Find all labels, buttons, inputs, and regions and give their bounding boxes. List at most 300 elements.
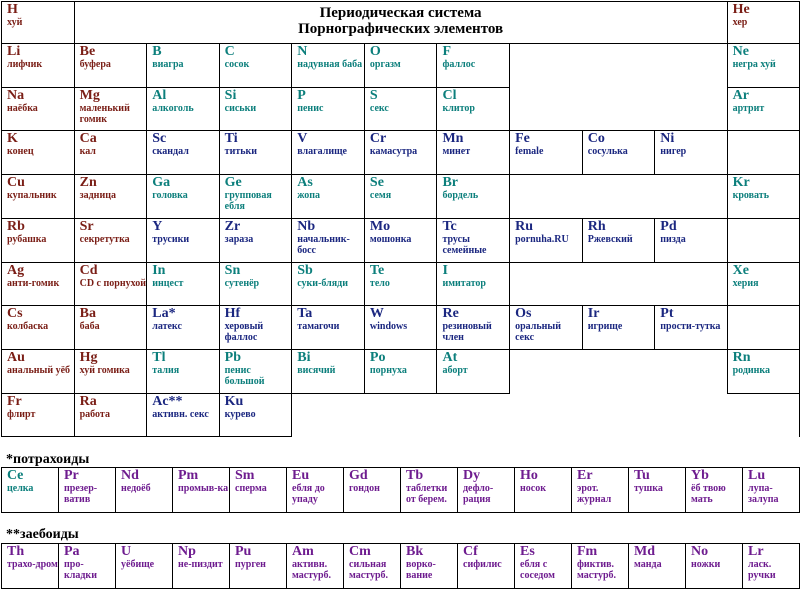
element-cell-Eu [287,468,344,513]
element-name: игрище [587,321,623,332]
element-name: жопа [297,190,320,201]
element-name: ласк. ручки [748,559,776,581]
element-cell-Th [2,544,59,589]
element-symbol: H [7,2,18,17]
element-name: конец [7,146,34,157]
element-symbol: Cr [369,131,387,146]
element-symbol: Ag [7,263,25,278]
element-name: pornuha.RU [515,234,569,245]
element-cell-Xe [727,263,799,306]
element-cell-Pb [219,350,292,394]
element-cell-Hg [74,350,147,394]
element-symbol: Tl [152,350,166,365]
element-symbol: Am [292,544,314,559]
element-cell-Ho [515,468,572,513]
element-cell-Sn [219,263,292,306]
element-symbol: Os [515,306,532,321]
empty-cell [510,350,728,394]
element-name: не-пиздит [178,559,223,570]
element-name: хуй гомика [79,365,130,376]
element-cell-Ac [147,394,219,437]
element-symbol: N [297,44,308,59]
lanthanides-label: *потрахоиды [6,452,90,467]
element-symbol: Bk [406,544,424,559]
element-name: групповая ебля [224,190,272,212]
element-cell-Si [219,88,292,131]
element-symbol: Pr [64,468,79,483]
element-cell-Ag [2,263,75,306]
table-title [74,2,727,44]
element-symbol: Ho [520,468,538,483]
element-symbol: Np [178,544,196,559]
element-name: ёб твою мать [691,483,726,505]
element-symbol: Po [369,350,386,365]
element-cell-Ca [74,131,147,175]
element-name: сосулька [587,146,628,157]
element-symbol: Zn [79,175,97,190]
element-symbol: Fe [515,131,530,146]
element-symbol: Ta [297,306,313,321]
element-name: уёбище [121,559,155,570]
element-symbol: Na [7,88,25,103]
element-cell-Ir [582,306,655,350]
element-symbol: Pm [178,468,199,483]
element-symbol: Cl [442,88,457,103]
element-name: родинка [732,365,771,376]
element-symbol: P [297,88,306,103]
element-name: влагалище [297,146,347,157]
element-symbol: Au [7,350,25,365]
element-cell-Fe [510,131,583,175]
element-cell-I [437,263,510,306]
element-name: эрот. журнал [577,483,612,505]
element-symbol: Ru [515,219,533,234]
element-name: скандал [152,146,189,157]
element-symbol: W [369,306,384,321]
element-name: нигер [660,146,687,157]
element-cell-As [292,175,365,219]
element-cell-Pd [655,219,727,263]
element-cell-Am [287,544,344,589]
element-symbol: Pb [224,350,242,365]
empty-cell [727,219,799,263]
element-cell-Co [582,131,655,175]
element-name: активн. мастурб. [292,559,332,581]
element-symbol: Hf [224,306,241,321]
element-cell-Mg [74,88,147,131]
element-symbol: Kr [732,175,750,190]
element-cell-Re [437,306,510,350]
element-symbol: Mn [442,131,464,146]
element-symbol: Ar [732,88,749,103]
element-symbol: Cd [79,263,98,278]
element-name: виагра [152,59,184,70]
element-cell-Hf [219,306,292,350]
element-name: сифилис [463,559,502,570]
element-cell-Pt [655,306,727,350]
element-name: камасутра [369,146,418,157]
element-name: гондон [349,483,380,494]
element-cell-O [364,44,437,88]
element-symbol: Ra [79,394,97,409]
element-symbol: Ku [224,394,244,409]
element-symbol: Sm [235,468,255,483]
element-name: Ржевский [587,234,633,245]
element-cell-Li [2,44,75,88]
element-cell-Cs [2,306,75,350]
element-name: суки-бляди [297,278,348,289]
element-symbol: In [152,263,166,278]
element-name: курево [224,409,256,420]
element-symbol: Nd [121,468,139,483]
element-cell-Sm [230,468,287,513]
element-cell-Tb [401,468,458,513]
element-name: задница [79,190,116,201]
element-name: фиктив. мастурб. [577,559,617,581]
element-symbol: Ac** [152,394,183,409]
element-symbol: Mg [79,88,100,103]
element-symbol: Re [442,306,459,321]
element-symbol: Mo [369,219,391,234]
element-symbol: I [442,263,448,278]
element-symbol: Cu [7,175,25,190]
element-cell-Cl [437,88,510,131]
element-cell-S [364,88,437,131]
element-symbol: Rh [587,219,606,234]
element-cell-Zn [74,175,147,219]
element-cell-Ga [147,175,219,219]
element-name: рубашка [7,234,47,245]
actinides-row [1,543,800,589]
element-symbol: Pt [660,306,674,321]
periodic-table-main [1,1,800,437]
element-symbol: Er [577,468,593,483]
element-symbol: Ir [587,306,600,321]
element-symbol: Sn [224,263,241,278]
element-symbol: O [369,44,381,59]
element-cell-W [364,306,437,350]
element-cell-Mo [364,219,437,263]
element-name: тамагочи [297,321,340,332]
element-symbol: C [224,44,235,59]
element-name: активн. секс [152,409,209,420]
element-name: CD с порнухой [79,278,146,289]
element-name: дефло-рация [463,483,494,505]
element-symbol: Cs [7,306,23,321]
element-symbol: Tu [634,468,650,483]
element-cell-Po [364,350,437,394]
element-name: трусики [152,234,190,245]
element-symbol: Cm [349,544,371,559]
element-symbol: Lr [748,544,764,559]
element-name: надувная баба [297,59,363,70]
element-symbol: He [732,2,750,17]
element-symbol: Pu [235,544,252,559]
element-cell-Na [2,88,75,131]
element-name: female [515,146,544,157]
element-cell-N [292,44,365,88]
element-symbol: Si [224,88,237,103]
element-cell-Ni [655,131,727,175]
element-name: аборт [442,365,468,376]
element-cell-Nd [116,468,173,513]
element-cell-Gd [344,468,401,513]
element-name: талия [152,365,180,376]
element-symbol: V [297,131,308,146]
empty-cell [510,175,728,219]
element-name: пенис [297,103,324,114]
element-name: работа [79,409,110,420]
element-symbol: Br [442,175,459,190]
element-name: пенис большой [224,365,265,387]
element-cell-C [219,44,292,88]
element-name: семя [369,190,392,201]
element-name: ебля до упаду [292,483,325,505]
element-cell-Ar [727,88,799,131]
element-symbol: Cf [463,544,478,559]
element-name: про-кладки [64,559,97,581]
element-name: ворко-вание [406,559,436,581]
element-symbol: S [369,88,378,103]
element-symbol: Xe [732,263,749,278]
element-name: кал [79,146,96,157]
element-name: лифчик [7,59,43,70]
element-name: windows [369,321,408,332]
element-symbol: Ba [79,306,96,321]
element-cell-At [437,350,510,394]
element-name: инцест [152,278,184,289]
element-name: недоёб [121,483,151,494]
element-name: бордель [442,190,479,201]
element-cell-Mn [437,131,510,175]
element-symbol: Ni [660,131,675,146]
element-symbol: Gd [349,468,368,483]
element-cell-Bk [401,544,458,589]
element-cell-Dy [458,468,515,513]
element-symbol: Be [79,44,96,59]
element-cell-Ne [727,44,799,88]
element-symbol: Se [369,175,384,190]
element-cell-H [2,2,75,44]
element-cell-Au [2,350,75,394]
element-cell-Pm [173,468,230,513]
element-symbol: U [121,544,132,559]
element-symbol: Nb [297,219,316,234]
element-name: пурген [235,559,266,570]
element-name: головка [152,190,188,201]
element-symbol: No [691,544,709,559]
element-cell-Nb [292,219,365,263]
element-symbol: Md [634,544,655,559]
element-symbol: Zr [224,219,241,234]
element-name: титьки [224,146,258,157]
element-name: латекс [152,321,182,332]
element-name: трусы семейные [442,234,487,256]
element-name: фаллос [442,59,476,70]
element-cell-Pr [59,468,116,513]
element-cell-B [147,44,219,88]
element-name: негра хуй [732,59,776,70]
element-symbol: Fm [577,544,598,559]
element-cell-Cr [364,131,437,175]
element-cell-Ce [2,468,59,513]
element-name: секс [369,103,389,114]
element-cell-K [2,131,75,175]
element-cell-Te [364,263,437,306]
element-name: мошонка [369,234,412,245]
element-name: сильная мастурб. [349,559,389,581]
element-name: артрит [732,103,765,114]
element-symbol: Th [7,544,25,559]
element-name: таблетки от берем. [406,483,448,505]
element-name: хер [732,17,748,28]
element-symbol: At [442,350,458,365]
element-name: баба [79,321,100,332]
element-symbol: Yb [691,468,709,483]
element-name: секретутка [79,234,130,245]
element-cell-Np [173,544,230,589]
element-name: пизда [660,234,686,245]
element-symbol: As [297,175,313,190]
element-symbol: Tc [442,219,457,234]
element-name: сосок [224,59,250,70]
element-name: херовый фаллос [224,321,264,343]
element-name: хуй [7,17,23,28]
element-name: сутенёр [224,278,260,289]
element-name: носок [520,483,546,494]
element-symbol: Y [152,219,163,234]
element-cell-Tu [629,468,686,513]
element-symbol: F [442,44,452,59]
element-symbol: Ga [152,175,171,190]
element-name: анти-гомик [7,278,60,289]
element-symbol: Lu [748,468,766,483]
element-name: колбаска [7,321,49,332]
element-cell-Lu [743,468,800,513]
element-cell-U [116,544,173,589]
element-name: анальный уёб [7,365,71,376]
element-cell-Md [629,544,686,589]
element-cell-Cf [458,544,515,589]
element-name: промыв-ка [178,483,229,494]
element-cell-Tc [437,219,510,263]
element-symbol: Al [152,88,167,103]
element-symbol: Es [520,544,535,559]
element-name: начальник-босс [297,234,350,256]
empty-cell [727,306,799,350]
element-symbol: Bi [297,350,311,365]
element-name: резиновый член [442,321,492,343]
element-name: сперма [235,483,267,494]
element-name: кровать [732,190,769,201]
element-name: купальник [7,190,57,201]
element-name: маленький гомик [79,103,130,125]
element-cell-Yb [686,468,743,513]
element-symbol: Ge [224,175,242,190]
title-line-1: Периодическая система [319,5,482,21]
element-cell-Cm [344,544,401,589]
element-cell-Ta [292,306,365,350]
element-symbol: B [152,44,162,59]
lanthanides-row [1,467,800,513]
element-cell-Al [147,88,219,131]
element-symbol: Pa [64,544,80,559]
element-symbol: Ce [7,468,24,483]
element-cell-Pa [59,544,116,589]
element-cell-He [727,2,799,44]
element-cell-Rb [2,219,75,263]
element-name: порнуха [369,365,407,376]
element-cell-Br [437,175,510,219]
element-cell-P [292,88,365,131]
element-symbol: Rb [7,219,25,234]
element-cell-Kr [727,175,799,219]
empty-cell [510,44,728,88]
element-cell-Zr [219,219,292,263]
element-name: сиськи [224,103,257,114]
element-symbol: Eu [292,468,310,483]
element-cell-Sc [147,131,219,175]
element-symbol: Ti [224,131,238,146]
empty-cell [510,263,728,306]
element-cell-Sr [74,219,147,263]
element-name: лупа-залупа [748,483,779,505]
element-symbol: Tb [406,468,424,483]
element-cell-Sb [292,263,365,306]
element-cell-Os [510,306,583,350]
element-symbol: Hg [79,350,98,365]
element-symbol: Dy [463,468,481,483]
element-cell-Fm [572,544,629,589]
element-name: прости-тутка [660,321,721,332]
element-name: ножки [691,559,721,570]
element-cell-Ba [74,306,147,350]
element-name: ебля с соседом [520,559,555,581]
element-cell-Fr [2,394,75,437]
element-cell-Rn [727,350,799,394]
element-cell-Lr [743,544,800,589]
element-cell-Y [147,219,219,263]
element-name: трахо-дром [7,559,58,570]
element-name: висячий [297,365,336,376]
element-name: херия [732,278,759,289]
element-cell-Es [515,544,572,589]
element-cell-Ra [74,394,147,437]
element-cell-Ru [510,219,583,263]
element-name: манда [634,559,662,570]
element-name: зараза [224,234,254,245]
element-symbol: Co [587,131,605,146]
element-symbol: Li [7,44,21,59]
element-cell-Be [74,44,147,88]
element-name: наёбка [7,103,38,114]
element-cell-Pu [230,544,287,589]
element-cell-Rh [582,219,655,263]
element-symbol: Sb [297,263,313,278]
element-name: алкоголь [152,103,194,114]
element-name: минет [442,146,471,157]
empty-cell [510,88,728,131]
element-cell-La [147,306,219,350]
element-name: флирт [7,409,36,420]
title-line-2: Порнографических элементов [298,21,504,37]
element-name: клитор [442,103,475,114]
actinides-label: **заебоиды [6,527,79,542]
element-cell-Cu [2,175,75,219]
element-name: презер-ватив [64,483,98,505]
element-symbol: Ca [79,131,97,146]
element-cell-Ge [219,175,292,219]
